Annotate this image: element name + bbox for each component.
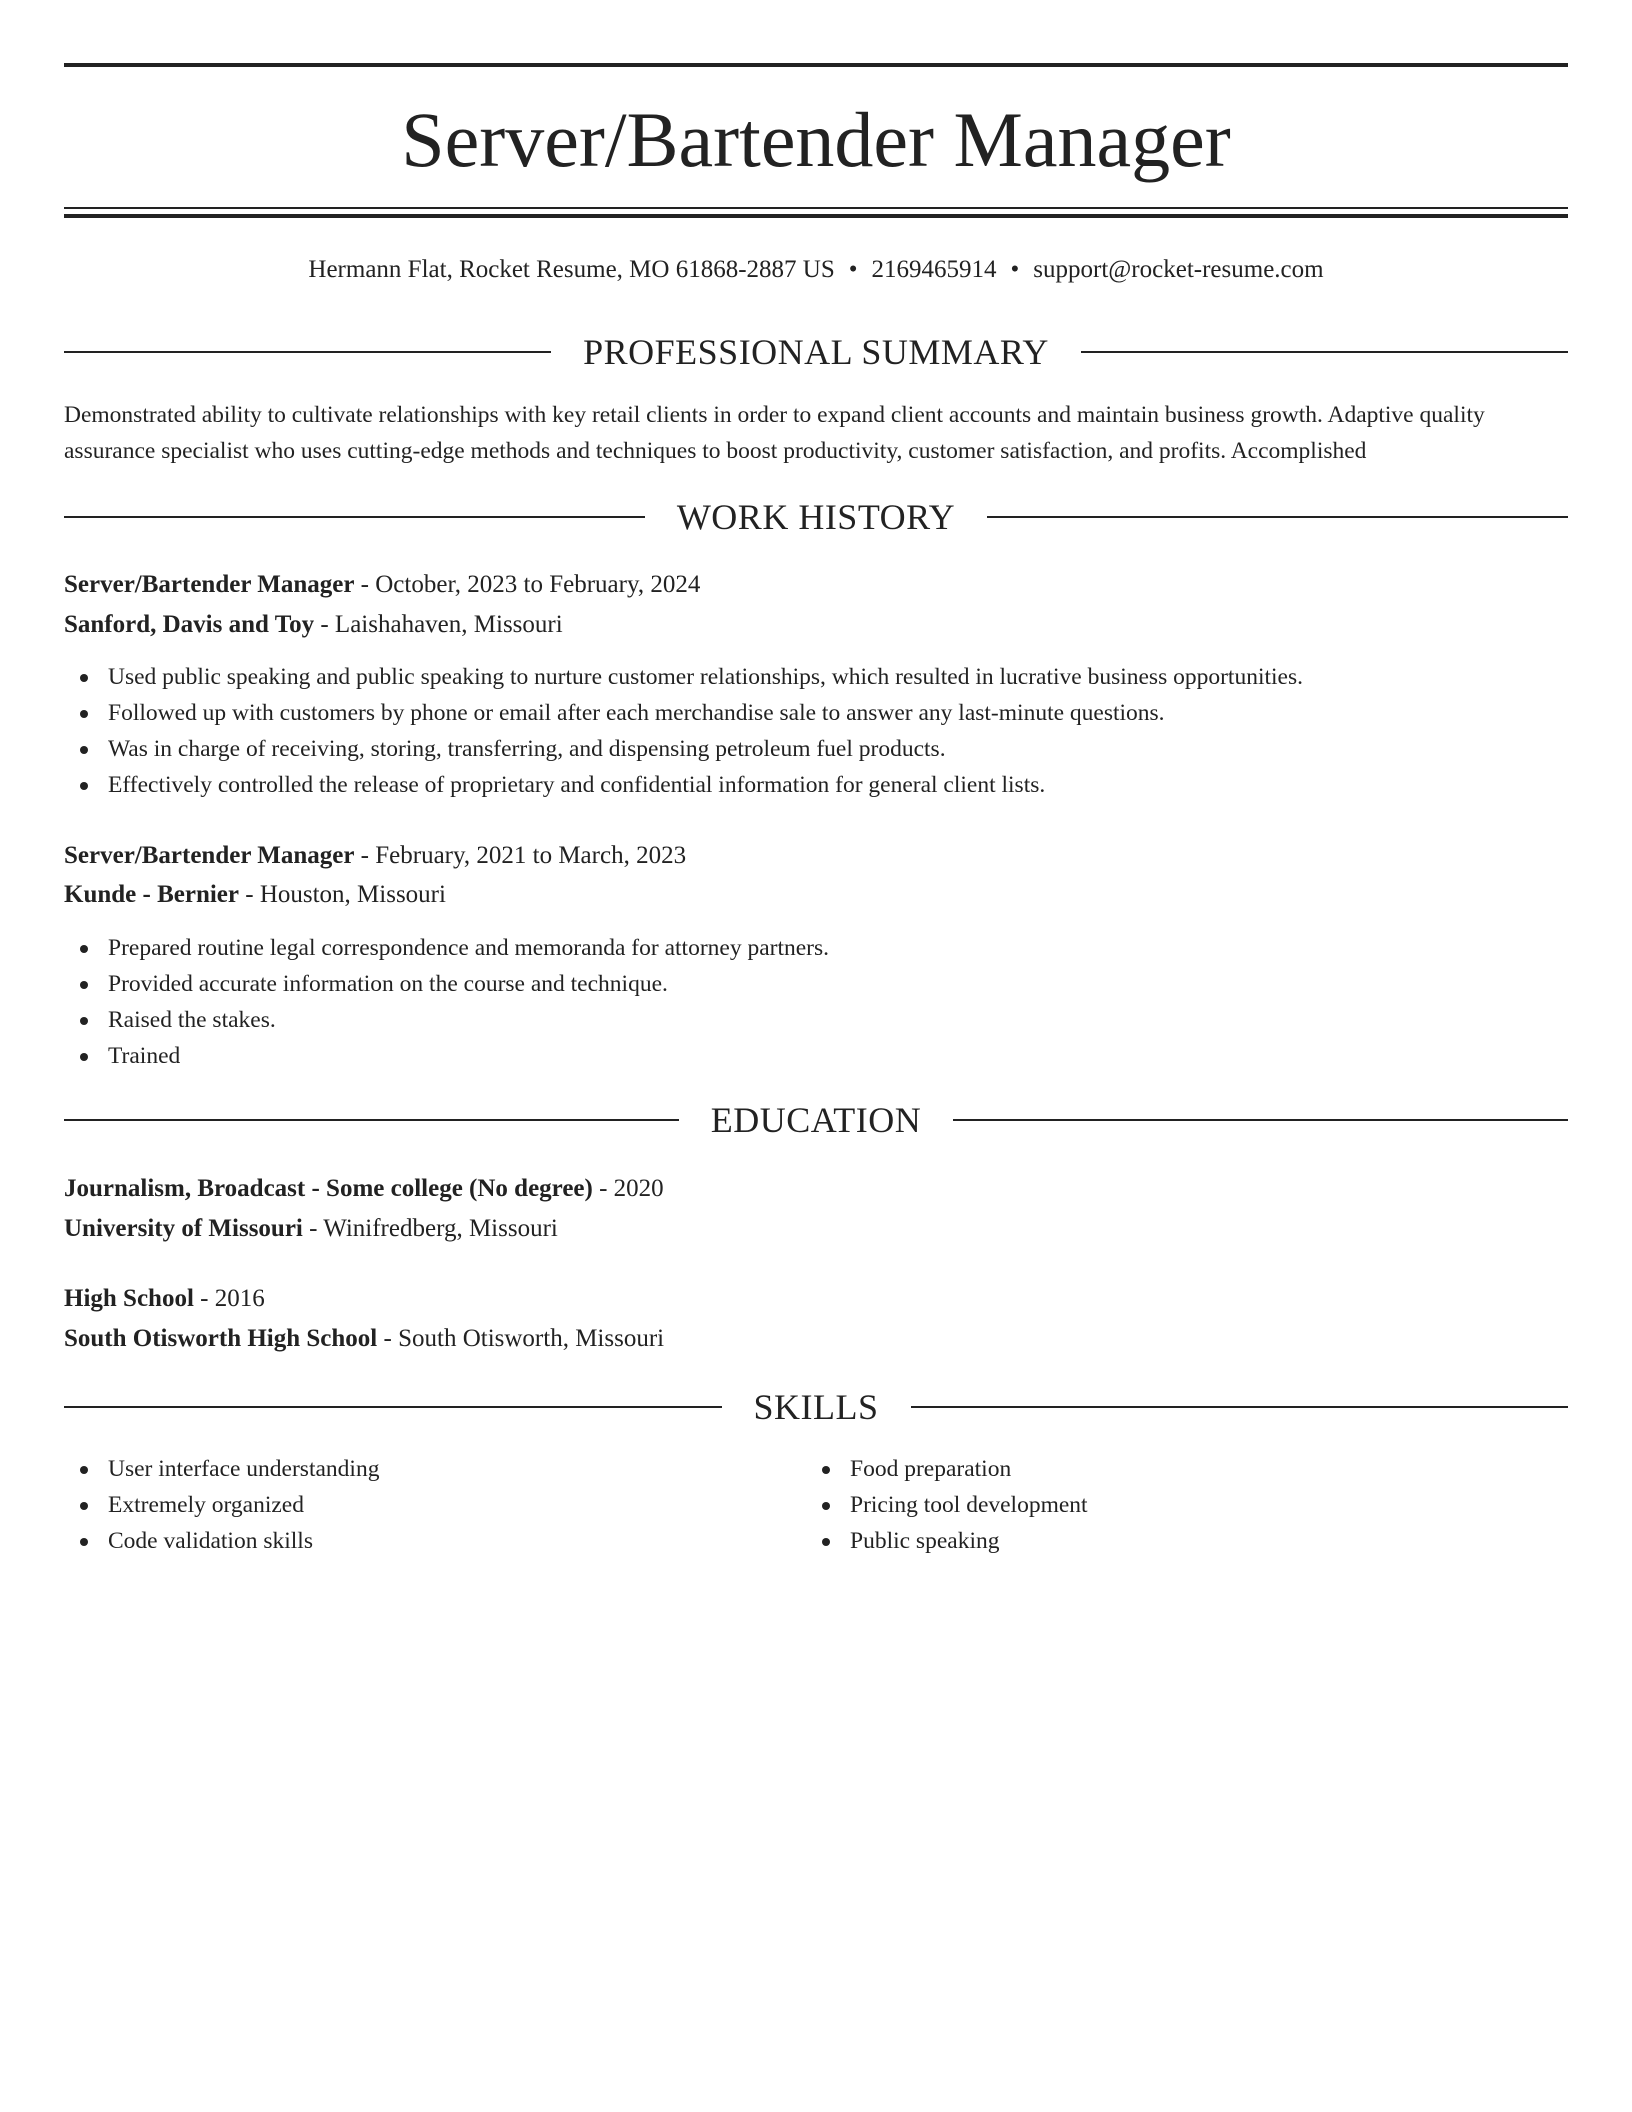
education-location: - South Otisworth, Missouri <box>377 1325 665 1352</box>
education-school: South Otisworth High School <box>64 1325 378 1352</box>
job-title: Server/Bartender Manager <box>64 571 355 598</box>
header-bottom-rule-thick <box>64 214 1568 218</box>
job-bullet: Effectively controlled the release of proprietary and confidential information for general client lists. <box>64 767 1568 803</box>
section-rule-right <box>911 1406 1569 1408</box>
job-bullets <box>64 659 1568 803</box>
header-bottom-rule-thin <box>64 207 1568 209</box>
education-degree-line <box>64 1171 1568 1207</box>
education-location: - Winifredberg, Missouri <box>302 1215 558 1242</box>
job-dates: - February, 2021 to March, 2023 <box>354 842 687 869</box>
section-header-education <box>64 1098 1568 1142</box>
section-header-summary <box>64 330 1568 374</box>
job-title: Server/Bartender Manager <box>64 842 355 869</box>
contact-separator: • <box>848 256 858 283</box>
job-company-line <box>64 607 1568 643</box>
job-bullet: Trained <box>64 1038 1568 1074</box>
section-header-work-history <box>64 495 1568 539</box>
section-title-education: EDUCATION <box>710 1100 922 1140</box>
section-rule-right <box>987 516 1568 518</box>
skill-item: User interface understanding <box>64 1451 764 1487</box>
job-company-line <box>64 877 1568 913</box>
job-bullet: Prepared routine legal correspondence and memoranda for attorney partners. <box>64 930 1568 966</box>
education-degree: Journalism, Broadcast - Some college (No degree) <box>64 1175 593 1202</box>
job-title-line <box>64 567 1568 603</box>
contact-separator: • <box>1010 256 1020 283</box>
skills-list-left <box>64 1451 764 1559</box>
job-bullet: Followed up with customers by phone or email after each merchandise sale to answer any last-minute questions. <box>64 695 1568 731</box>
section-header-skills <box>64 1385 1568 1429</box>
skill-item: Extremely organized <box>64 1487 764 1523</box>
job-bullet: Provided accurate information on the course and technique. <box>64 966 1568 1002</box>
job-company: Sanford, Davis and Toy <box>64 611 315 638</box>
section-rule-left <box>64 351 551 353</box>
skill-item: Food preparation <box>806 1451 1506 1487</box>
skills-list-right <box>806 1451 1506 1559</box>
job-title-line <box>64 838 1568 874</box>
skill-item: Code validation skills <box>64 1523 764 1559</box>
section-rule-left <box>64 516 645 518</box>
section-rule-right <box>1081 351 1568 353</box>
contact-info <box>64 252 1568 288</box>
job-location: - Houston, Missouri <box>239 881 446 908</box>
education-school-line <box>64 1211 1568 1247</box>
education-school: University of Missouri <box>64 1215 303 1242</box>
contact-address: Hermann Flat, Rocket Resume, MO 61868-2887 US <box>308 256 835 283</box>
section-rule-left <box>64 1406 722 1408</box>
section-title-summary: PROFESSIONAL SUMMARY <box>583 332 1049 372</box>
education-year: - 2020 <box>592 1175 664 1202</box>
job-location: - Laishahaven, Missouri <box>314 611 563 638</box>
section-rule-right <box>953 1119 1568 1121</box>
job-bullet: Raised the stakes. <box>64 1002 1568 1038</box>
section-rule-left <box>64 1119 679 1121</box>
contact-email: support@rocket-resume.com <box>1033 256 1324 283</box>
education-degree-line <box>64 1281 1568 1317</box>
resume-name: Server/Bartender Manager <box>401 96 1231 183</box>
section-title-skills: SKILLS <box>753 1387 879 1427</box>
skill-item: Public speaking <box>806 1523 1506 1559</box>
contact-phone: 2169465914 <box>871 256 997 283</box>
education-school-line <box>64 1321 1568 1357</box>
summary-text: Demonstrated ability to cultivate relationships with key retail clients in order to expand client accounts and maintain business growth. Adaptive quality assurance specialist who uses cutting-edge methods and techniques to boost productivity, customer satisfaction, and profits. Accomplished <box>64 402 1485 464</box>
education-year: - 2016 <box>193 1285 265 1312</box>
education-degree: High School <box>64 1285 194 1312</box>
skill-item: Pricing tool development <box>806 1487 1506 1523</box>
job-company: Kunde - Bernier <box>64 881 239 908</box>
job-bullet: Was in charge of receiving, storing, transferring, and dispensing petroleum fuel products. <box>64 731 1568 767</box>
header-top-rule <box>64 63 1568 67</box>
job-dates: - October, 2023 to February, 2024 <box>354 571 701 598</box>
section-title-work-history: WORK HISTORY <box>676 497 956 537</box>
job-bullet: Used public speaking and public speaking to nurture customer relationships, which resulted in lucrative business opportunities. <box>64 659 1568 695</box>
job-bullets <box>64 930 1568 1074</box>
